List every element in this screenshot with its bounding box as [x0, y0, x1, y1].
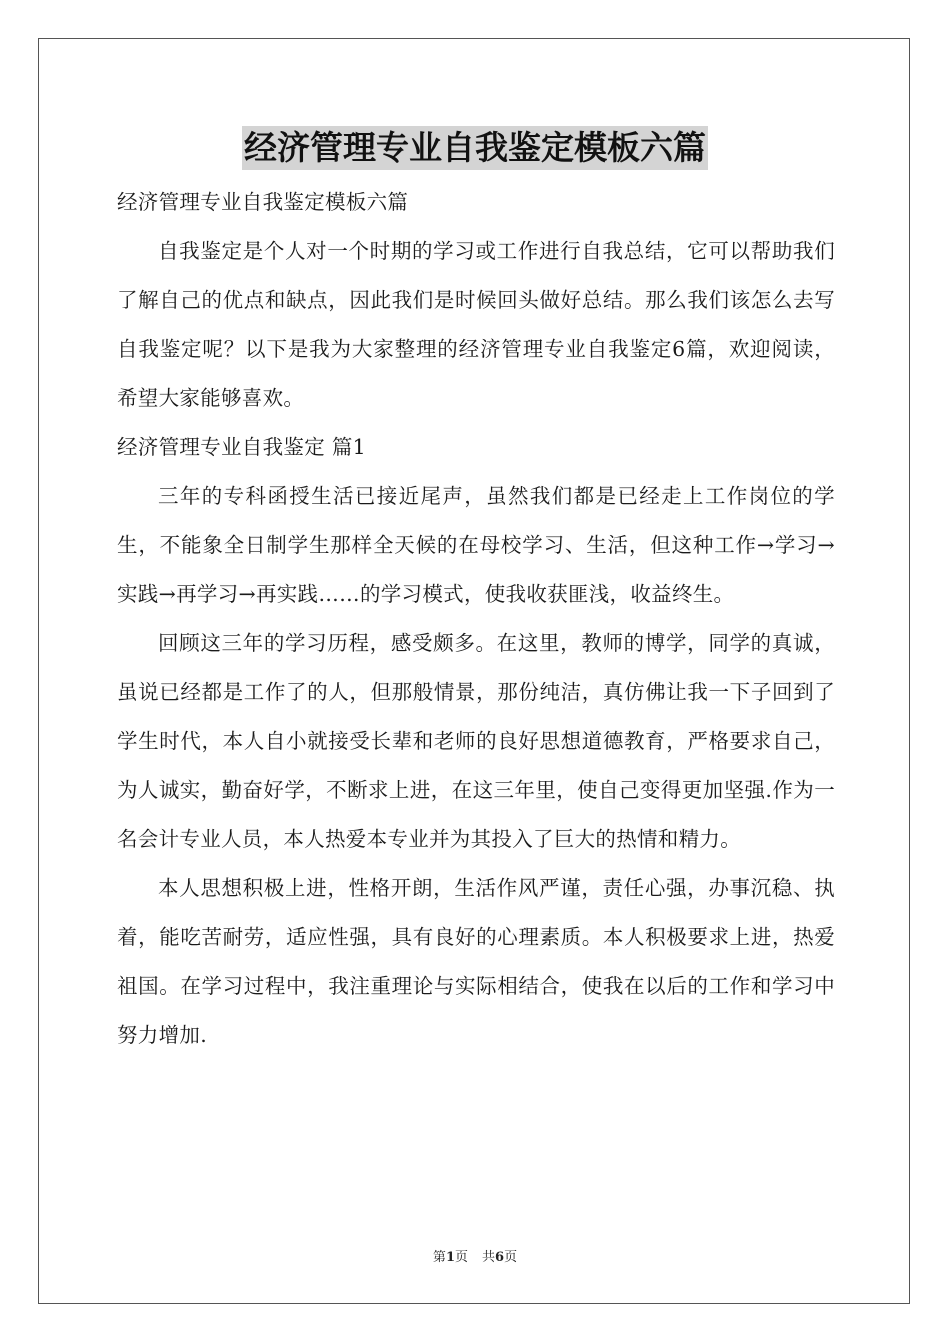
paragraph-body-1: 三年的专科函授生活已接近尾声，虽然我们都是已经走上工作岗位的学生，不能象全日制学生那样全天候的在母校学习、生活，但这种工作→学习→实践→再学习→再实践……的学习模式，使我收获匪浅，收益终生。	[117, 484, 835, 606]
page-suffix: 页	[454, 1250, 468, 1265]
title-container	[0, 126, 950, 170]
page-prefix: 第	[432, 1250, 446, 1265]
paragraph-heading-intro: 经济管理专业自我鉴定模板六篇	[117, 190, 409, 214]
document-title: 经济管理专业自我鉴定模板六篇	[242, 126, 708, 170]
paragraph-intro: 自我鉴定是个人对一个时期的学习或工作进行自我总结，它可以帮助我们了解自己的优点和缺点，因此我们是时候回头做好总结。那么我们该怎么去写自我鉴定呢？以下是我为大家整理的经济管理专业自我鉴定6篇，欢迎阅读，希望大家能够喜欢。	[117, 239, 835, 410]
paragraph-section-heading: 经济管理专业自我鉴定 篇1	[117, 435, 366, 459]
document-body	[117, 178, 835, 1060]
page-current: 1	[445, 1250, 455, 1265]
page-total: 6	[495, 1250, 505, 1265]
paragraph-body-3: 本人思想积极上进，性格开朗，生活作风严谨，责任心强，办事沉稳、执着，能吃苦耐劳，适应性强，具有良好的心理素质。本人积极要求上进，热爱祖国。在学习过程中，我注重理论与实际相结合，使我在以后的工作和学习中努力增加.	[117, 876, 835, 1047]
total-prefix: 共	[482, 1250, 496, 1265]
total-suffix: 页	[504, 1250, 518, 1265]
page-footer	[0, 1246, 950, 1265]
paragraph-body-2: 回顾这三年的学习历程，感受颇多。在这里，教师的博学，同学的真诚，虽说已经都是工作了的人，但那般情景，那份纯洁，真仿佛让我一下子回到了学生时代，本人自小就接受长辈和老师的良好思想道德教育，严格要求自己，为人诚实，勤奋好学，不断求上进，在这三年里，使自己变得更加坚强.作为一名会计专业人员，本人热爱本专业并为其投入了巨大的热情和精力。	[117, 631, 835, 851]
